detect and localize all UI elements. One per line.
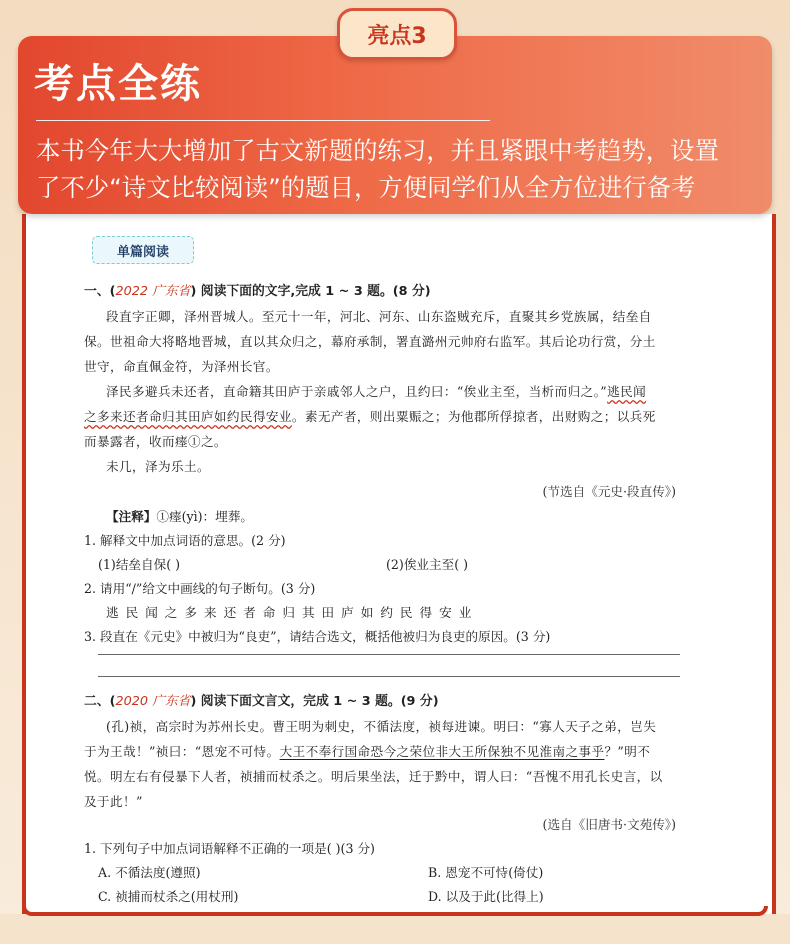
q1-punctuation-sentence: 逃民闻之多来还者命归其田庐如约民得安业 (106, 605, 479, 620)
section-tag: 单篇阅读 (92, 236, 194, 264)
q1-sub-question-3: 3. 段直在《元史》中被归为“良吏”，请结合选文，概括他被归为良吏的原因。(3 分) (84, 629, 551, 644)
q1-source: (节选自《元史·段直传》) (542, 484, 676, 499)
q1-paragraph-2-line-2 (84, 406, 656, 425)
q1-paragraph-1-line-3: 世守，命直佩金符，为泽州长官。 (84, 359, 279, 374)
q2-source: (选自《旧唐书·文苑传》) (542, 817, 676, 832)
q2-source-year: 2020 广东省 (115, 694, 191, 709)
banner-divider (36, 120, 490, 121)
q1-heading (84, 280, 431, 299)
page-bottom-background (0, 914, 790, 944)
q1-sub-question-1: 1. 解释文中加点词语的意思。(2 分) (84, 533, 286, 548)
q1-sub-question-2: 2. 请用“/”给文中画线的句子断句。(3 分) (84, 581, 316, 596)
q1-source-year: 2022 广东省 (115, 284, 191, 299)
q1-p2-text: 泽民多避兵未还者，直命籍其田庐于亲戚邻人之户，且约曰：“俟业主至，当析而归之。” (106, 384, 608, 399)
q1-underlined-sentence-start: 逃民闻 (607, 384, 647, 399)
banner-title: 考点全练 (34, 61, 202, 107)
q2-option-d: D. 以及于此(比得上) (428, 889, 544, 904)
q1-p2-text-cont: 。素无产者，则出粟赈之；为他郡所俘掠者，出财购之；以兵死 (291, 409, 656, 424)
q2-sub-question-1: 1. 下列句子中加点词语解释不正确的一项是( )(3 分) (84, 841, 375, 856)
q2-text: 于为王哉！”祯曰：“恩宠不可恃。 (84, 744, 280, 759)
banner-desc-line-1: 本书今年大大增加了古文新题的练习，并且紧跟中考趋势，设置 (36, 136, 719, 165)
note-label: 【注释】 (106, 509, 157, 524)
q1-sub-question-1b: (2)俟业主至( ) (386, 557, 469, 572)
banner-description (36, 132, 756, 206)
answer-line (98, 654, 680, 655)
q1-instruction: ) 阅读下面的文字,完成 1 ~ 3 题。(8 分) (190, 284, 431, 299)
q1-underlined-sentence: 之多来还者命归其田庐如约民得安业 (84, 409, 292, 424)
q2-option-c: C. 祯捕而杖杀之(用杖刑) (98, 889, 239, 904)
q1-paragraph-2-line-1 (106, 381, 646, 400)
q1-note (106, 506, 253, 525)
q1-sub-question-1a: (1)结垒自保( ) (98, 557, 181, 572)
q2-paragraph-line-2 (84, 741, 650, 760)
banner-desc-line-2: 了不少“诗文比较阅读”的题目，方便同学们从全方位进行备考 (36, 173, 696, 202)
q2-number: 二、( (84, 694, 116, 709)
page-bottom-edge (22, 906, 768, 916)
feature-banner (18, 36, 772, 214)
note-text: ①瘗(yì)：埋葬。 (156, 509, 253, 524)
q2-paragraph-line-3: 悦。明左右有侵暴下人者，祯捕而杖杀之。明后果坐法，迁于黔中，谓人曰：“吾愧不用孔长史言，以 (84, 769, 663, 784)
q2-option-a: A. 不循法度(遵照) (98, 865, 201, 880)
q2-paragraph-line-4: 及于此！” (84, 794, 143, 809)
highlight-badge: 亮点3 (337, 8, 457, 60)
q2-option-b: B. 恩宠不可恃(倚仗) (428, 865, 544, 880)
q1-number: 一、( (84, 284, 116, 299)
q1-paragraph-1-line-2: 保。世祖命大将略地晋城，直以其众归之，幕府承制，署直潞州元帅府右监军。其后论功行赏，分土 (84, 334, 656, 349)
q2-instruction: ) 阅读下面文言文，完成 1 ~ 3 题。(9 分) (190, 694, 439, 709)
q1-paragraph-2-line-3: 而暴露者，收而瘗①之。 (84, 434, 227, 449)
q2-underlined-sentence: 大王不奉行国命恐今之荣位非大王所保独不见淮南之事乎 (279, 744, 605, 759)
q2-text-cont: ？”明不 (604, 744, 651, 759)
q2-paragraph-line-1: (孔)祯，高宗时为苏州长史。曹王明为刺史，不循法度，祯每进谏。明曰：“寡人天子之弟，岂失 (106, 719, 657, 734)
answer-line (98, 676, 680, 677)
q1-paragraph-1-line-1: 段直字正卿，泽州晋城人。至元十一年，河北、河东、山东盗贼充斥，直聚其乡党族属，结垒自 (106, 309, 652, 324)
q1-paragraph-3: 未几，泽为乐土。 (106, 459, 210, 474)
q2-heading (84, 690, 439, 709)
